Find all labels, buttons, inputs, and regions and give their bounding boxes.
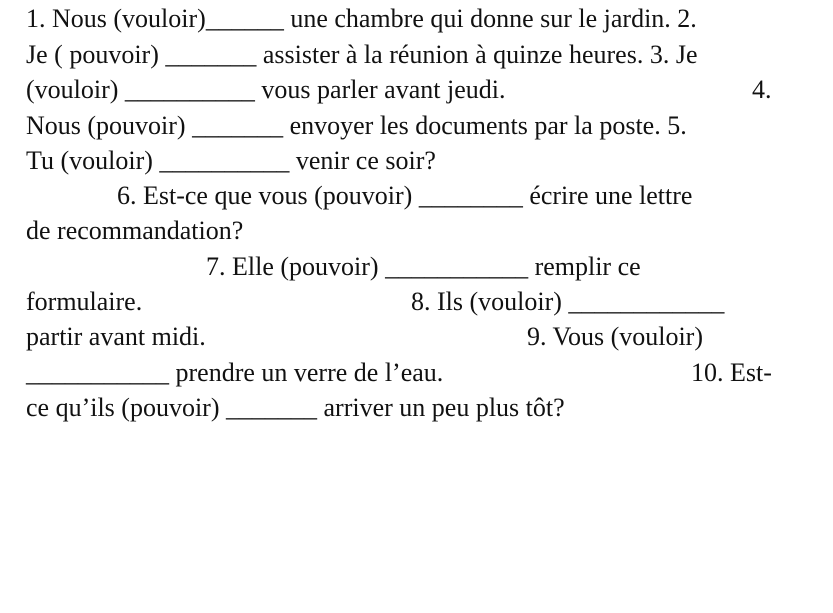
exercise-line-1: 1. Nous (vouloir)______ une chambre qui donne sur le jardin. 2. [26,4,697,33]
exercise-line-5: Tu (vouloir) __________ venir ce soir? [26,146,436,175]
exercise-item-number-4: 4. [752,75,772,104]
exercise-line-2: Je ( pouvoir) _______ assister à la réunion à quinze heures. 3. Je [26,40,698,69]
exercise-line-10: partir avant midi. [26,322,206,351]
exercise-line-8: 7. Elle (pouvoir) ___________ remplir ce [206,252,641,281]
exercise-item-9: 9. Vous (vouloir) [527,322,703,351]
exercise-line-6: 6. Est-ce que vous (pouvoir) ________ écrire une lettre [117,181,693,210]
exercise-line-7: de recommandation? [26,216,244,245]
exercise-item-8: 8. Ils (vouloir) ____________ [411,287,725,316]
exercise-line-9: formulaire. [26,287,143,316]
exercise-line-11: ___________ prendre un verre de l’eau. [26,358,444,387]
exercise-line-3: (vouloir) __________ vous parler avant jeudi. [26,75,506,104]
exercise-line-12: ce qu’ils (pouvoir) _______ arriver un peu plus tôt? [26,393,565,422]
exercise-item-number-10: 10. Est- [691,358,772,387]
exercise-line-4: Nous (pouvoir) _______ envoyer les documents par la poste. 5. [26,111,687,140]
